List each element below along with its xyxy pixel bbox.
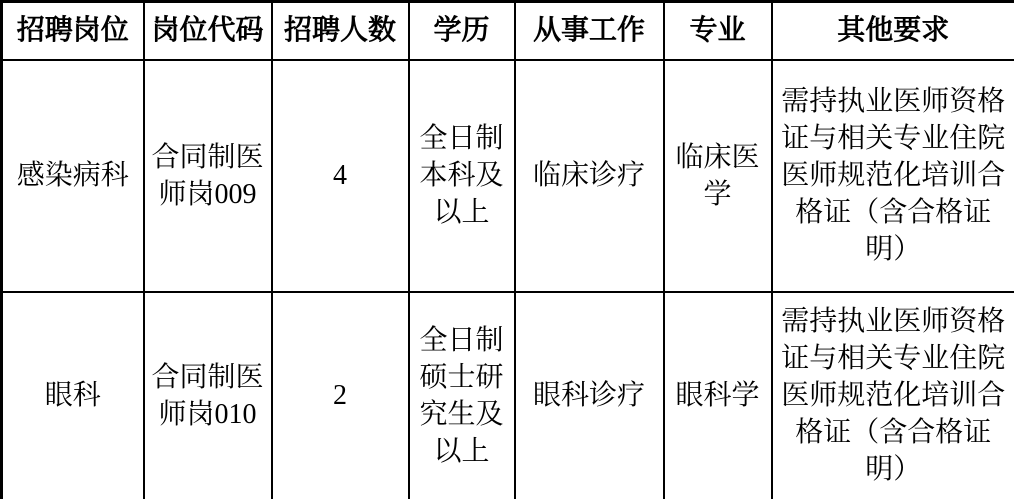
cell-major: 眼科学 (664, 292, 772, 499)
cell-education: 全日制硕士研究生及以上 (409, 292, 515, 499)
cell-other-requirements: 需持执业医师资格证与相关专业住院医师规范化培训合格证（含合格证明） (772, 60, 1014, 292)
header-cell-position: 招聘岗位 (2, 2, 144, 60)
header-cell-major: 专业 (664, 2, 772, 60)
table-row (2, 60, 1014, 292)
cell-position: 感染病科 (2, 60, 144, 292)
cell-work: 眼科诊疗 (515, 292, 664, 499)
cell-count: 4 (272, 60, 409, 292)
header-cell-work: 从事工作 (515, 2, 664, 60)
header-row (2, 2, 1014, 60)
cell-count: 2 (272, 292, 409, 499)
table-row (2, 292, 1014, 499)
header-cell-other-requirements: 其他要求 (772, 2, 1014, 60)
cell-education: 全日制本科及以上 (409, 60, 515, 292)
cell-position: 眼科 (2, 292, 144, 499)
cell-work: 临床诊疗 (515, 60, 664, 292)
cell-other-requirements: 需持执业医师资格证与相关专业住院医师规范化培训合格证（含合格证明） (772, 292, 1014, 499)
header-cell-code: 岗位代码 (144, 2, 272, 60)
header-cell-education: 学历 (409, 2, 515, 60)
cell-code: 合同制医师岗010 (144, 292, 272, 499)
cell-code: 合同制医师岗009 (144, 60, 272, 292)
cell-major: 临床医学 (664, 60, 772, 292)
header-cell-count: 招聘人数 (272, 2, 409, 60)
